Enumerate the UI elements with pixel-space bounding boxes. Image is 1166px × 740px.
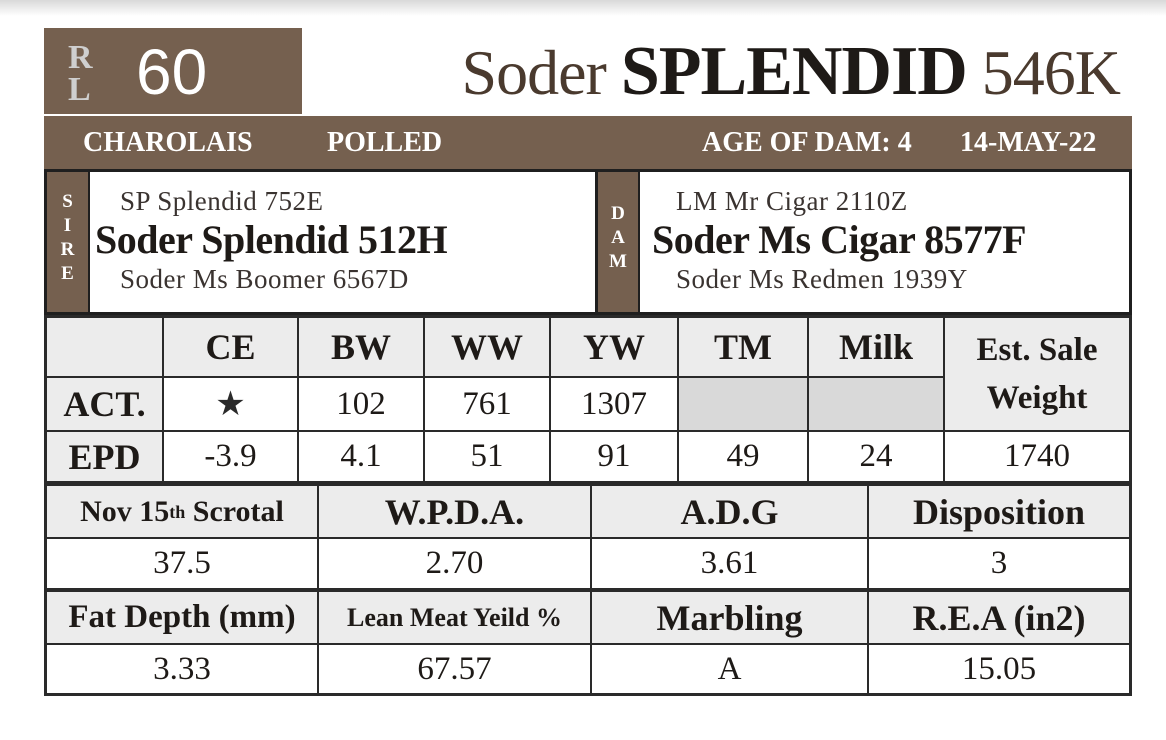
col-bw: BW <box>299 318 423 376</box>
info-band <box>44 116 1132 169</box>
scrotal-label: Nov 15 th Scrotal <box>47 486 317 537</box>
lot-badge <box>44 28 302 114</box>
sire-label: S I R E <box>47 172 88 312</box>
adg-label: A.D.G <box>592 486 867 537</box>
row-act-label: ACT. <box>47 378 162 430</box>
rea-value: 15.05 <box>869 645 1129 693</box>
adg-value: 3.61 <box>592 539 867 588</box>
row-epd-label: EPD <box>47 432 162 481</box>
rea-label: R.E.A (in2) <box>869 592 1129 643</box>
act-ce <box>164 378 297 430</box>
disposition-value: 3 <box>869 539 1129 588</box>
wpda-value: 2.70 <box>319 539 590 588</box>
performance-grid <box>44 315 1132 696</box>
marbling-label: Marbling <box>592 592 867 643</box>
name-tag: 546K <box>981 37 1120 108</box>
est-sale-weight-value: 1740 <box>945 432 1129 481</box>
top-shadow <box>0 0 1166 16</box>
lean-meat-label: Lean Meat Yeild % <box>319 592 590 643</box>
name-prefix: Soder <box>461 37 606 108</box>
act-milk <box>809 378 943 430</box>
horn-status: POLLED <box>327 127 443 158</box>
svg-text:R: R <box>68 39 93 76</box>
animal-name <box>462 30 1121 115</box>
lean-meat-value: 67.57 <box>319 645 590 693</box>
col-milk: Milk <box>809 318 943 376</box>
act-tm <box>679 378 807 430</box>
pedigree <box>44 169 1132 315</box>
dam-of-dam: Soder Ms Redmen 1939Y <box>676 264 968 294</box>
col-tm: TM <box>679 318 807 376</box>
dam-box <box>640 172 1129 312</box>
rl-logo <box>66 38 106 102</box>
dam-name: Soder Ms Cigar 8577F <box>652 217 1027 262</box>
scrotal-value: 37.5 <box>47 539 317 588</box>
col-yw: YW <box>551 318 677 376</box>
epd-ce: -3.9 <box>164 432 297 481</box>
disposition-label: Disposition <box>869 486 1129 537</box>
svg-text:L: L <box>68 71 91 102</box>
epd-yw: 91 <box>551 432 677 481</box>
epd-bw: 4.1 <box>299 432 423 481</box>
name-main: SPLENDID <box>620 33 967 110</box>
act-yw: 1307 <box>551 378 677 430</box>
fat-depth-value: 3.33 <box>47 645 317 693</box>
act-bw: 102 <box>299 378 423 430</box>
sire-of-sire: SP Splendid 752E <box>120 186 324 216</box>
epd-tm: 49 <box>679 432 807 481</box>
dam-of-sire: Soder Ms Boomer 6567D <box>120 264 409 294</box>
sire-name: Soder Splendid 512H <box>95 217 448 262</box>
sire-box <box>90 172 595 312</box>
age-of-dam: AGE OF DAM: 4 <box>702 127 912 158</box>
lot-number: 60 <box>136 36 208 108</box>
act-ww: 761 <box>425 378 549 430</box>
col-ce: CE <box>164 318 297 376</box>
corner-cell <box>47 318 162 376</box>
birth-date: 14-MAY-22 <box>960 127 1097 158</box>
fat-depth-label: Fat Depth (mm) <box>47 592 317 643</box>
col-ww: WW <box>425 318 549 376</box>
wpda-label: W.P.D.A. <box>319 486 590 537</box>
epd-milk: 24 <box>809 432 943 481</box>
breed: CHAROLAIS <box>83 127 253 158</box>
col-est-sale-weight: Est. Sale Weight <box>945 318 1129 430</box>
sale-card <box>44 116 1132 696</box>
star-icon: ★ <box>215 386 246 423</box>
marbling-value: A <box>592 645 867 693</box>
dam-label: D A M <box>598 172 638 312</box>
epd-ww: 51 <box>425 432 549 481</box>
sire-of-dam: LM Mr Cigar 2110Z <box>676 186 908 216</box>
